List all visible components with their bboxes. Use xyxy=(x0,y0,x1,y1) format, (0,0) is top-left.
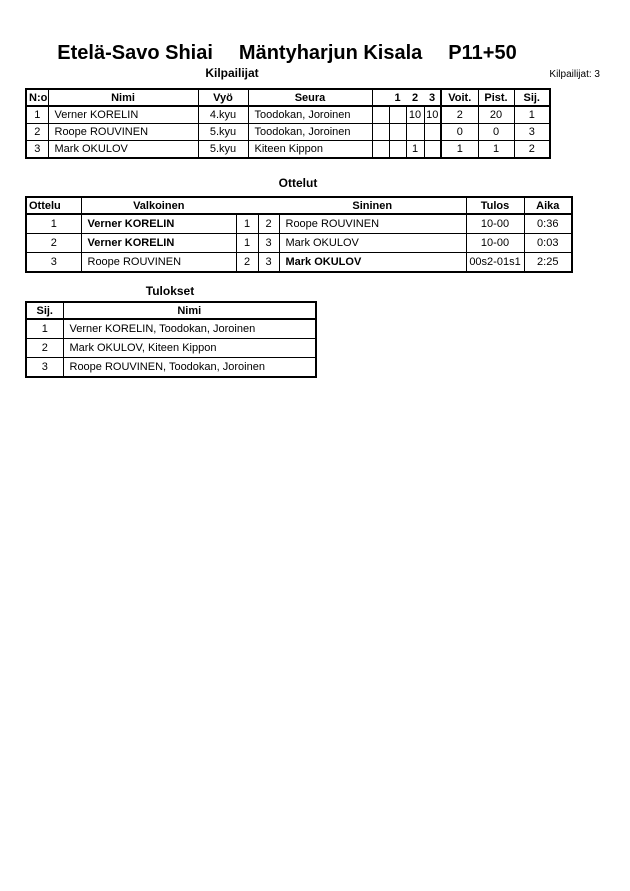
table-row xyxy=(26,339,316,358)
col-header-aika: Aika xyxy=(524,197,572,214)
cell-vyo: 5.kyu xyxy=(198,124,248,141)
cell-aika: 0:03 xyxy=(524,234,572,253)
table-row xyxy=(26,106,550,124)
cell-pist: 1 xyxy=(478,141,514,159)
cell-aika: 2:25 xyxy=(524,253,572,273)
col-header-vyo: Vyö xyxy=(198,89,248,106)
cell-round-3 xyxy=(424,124,441,141)
col-header-round-2: 2 xyxy=(406,89,424,106)
cell-round-blank xyxy=(372,106,389,124)
cell-round-3: 10 xyxy=(424,106,441,124)
white-name: Verner KORELIN xyxy=(87,237,175,249)
cell-white-name xyxy=(81,214,236,234)
cell-seura: Kiteen Kippon xyxy=(248,141,372,159)
cell-no: 2 xyxy=(26,124,48,141)
cell-sij: 3 xyxy=(514,124,550,141)
table-row xyxy=(26,358,316,378)
cell-blue-num: 2 xyxy=(258,214,279,234)
cell-nimi: Verner KORELIN, Toodokan, Joroinen xyxy=(63,319,316,339)
cell-match-no: 3 xyxy=(26,253,81,273)
col-header-no: N:o xyxy=(26,89,48,106)
cell-nimi: Mark OKULOV xyxy=(48,141,198,159)
col-header-ottelu: Ottelu xyxy=(26,197,81,214)
table-row xyxy=(26,234,572,253)
title-event: Etelä-Savo Shiai xyxy=(57,42,213,64)
col-header-voit: Voit. xyxy=(441,89,478,106)
table-row xyxy=(26,124,550,141)
cell-blue-num: 3 xyxy=(258,234,279,253)
cell-aika: 0:36 xyxy=(524,214,572,234)
cell-white-num: 2 xyxy=(236,253,258,273)
cell-voit: 0 xyxy=(441,124,478,141)
cell-sij: 2 xyxy=(514,141,550,159)
cell-white-num: 1 xyxy=(236,214,258,234)
cell-pist: 20 xyxy=(478,106,514,124)
white-name: Roope ROUVINEN xyxy=(87,256,182,268)
cell-blue-num: 3 xyxy=(258,253,279,273)
cell-seura: Toodokan, Joroinen xyxy=(248,124,372,141)
table-row xyxy=(26,141,550,159)
cell-white-name xyxy=(81,234,236,253)
cell-nimi: Verner KORELIN xyxy=(48,106,198,124)
col-header-nimi: Nimi xyxy=(63,302,316,319)
table-row xyxy=(26,214,572,234)
col-header-sij: Sij. xyxy=(26,302,63,319)
col-header-round-blank xyxy=(372,89,389,106)
white-name: Verner KORELIN xyxy=(87,218,175,230)
blue-name: Mark OKULOV xyxy=(285,256,362,268)
cell-voit: 2 xyxy=(441,106,478,124)
cell-blue-name xyxy=(279,214,466,234)
cell-white-num: 1 xyxy=(236,234,258,253)
col-header-pist: Pist. xyxy=(478,89,514,106)
table-row xyxy=(26,319,316,339)
col-header-sij: Sij. xyxy=(514,89,550,106)
blue-name: Mark OKULOV xyxy=(285,237,359,249)
cell-blue-name xyxy=(279,234,466,253)
blue-name: Roope ROUVINEN xyxy=(285,218,380,230)
col-header-white-num xyxy=(236,197,258,214)
tulokset-header-row xyxy=(26,302,316,319)
cell-vyo: 4.kyu xyxy=(198,106,248,124)
cell-round-1 xyxy=(389,141,406,159)
cell-pist: 0 xyxy=(478,124,514,141)
cell-blue-name xyxy=(279,253,466,273)
ottelut-heading: Ottelut xyxy=(278,176,318,190)
cell-round-blank xyxy=(372,141,389,159)
col-header-tulos: Tulos xyxy=(466,197,524,214)
col-header-blue-num xyxy=(258,197,279,214)
col-header-nimi: Nimi xyxy=(48,89,198,106)
col-header-sininen: Sininen xyxy=(279,197,466,214)
cell-no: 1 xyxy=(26,106,48,124)
kilpailijat-heading: Kilpailijat xyxy=(205,66,259,80)
col-header-round-3: 3 xyxy=(424,89,441,106)
ottelut-header-row xyxy=(26,197,572,214)
cell-nimi: Mark OKULOV, Kiteen Kippon xyxy=(63,339,316,358)
cell-voit: 1 xyxy=(441,141,478,159)
cell-match-no: 2 xyxy=(26,234,81,253)
kilpailijat-table xyxy=(25,88,551,159)
cell-sij: 1 xyxy=(514,106,550,124)
cell-nimi: Roope ROUVINEN xyxy=(48,124,198,141)
cell-nimi: Roope ROUVINEN, Toodokan, Joroinen xyxy=(63,358,316,378)
kilpailijat-header-row xyxy=(26,89,550,106)
tulokset-table xyxy=(25,301,317,378)
col-header-round-1: 1 xyxy=(389,89,406,106)
cell-round-2: 1 xyxy=(406,141,424,159)
cell-round-2: 10 xyxy=(406,106,424,124)
cell-sij: 1 xyxy=(26,319,63,339)
cell-tulos: 10-00 xyxy=(466,234,524,253)
ottelut-table xyxy=(25,196,573,273)
cell-sij: 3 xyxy=(26,358,63,378)
cell-round-3 xyxy=(424,141,441,159)
cell-seura: Toodokan, Joroinen xyxy=(248,106,372,124)
cell-round-2 xyxy=(406,124,424,141)
cell-white-name xyxy=(81,253,236,273)
tulokset-heading: Tulokset xyxy=(145,284,195,298)
cell-sij: 2 xyxy=(26,339,63,358)
col-header-seura: Seura xyxy=(248,89,372,106)
title-category: P11+50 xyxy=(448,42,517,64)
cell-no: 3 xyxy=(26,141,48,159)
cell-tulos: 10-00 xyxy=(466,214,524,234)
col-header-valkoinen: Valkoinen xyxy=(81,197,236,214)
cell-round-1 xyxy=(389,106,406,124)
title-venue: Mäntyharjun Kisala xyxy=(238,42,423,64)
cell-round-blank xyxy=(372,124,389,141)
page-title xyxy=(25,42,549,65)
competitor-count: Kilpailijat: 3 xyxy=(549,69,600,80)
table-row xyxy=(26,253,572,273)
cell-vyo: 5.kyu xyxy=(198,141,248,159)
cell-match-no: 1 xyxy=(26,214,81,234)
cell-round-1 xyxy=(389,124,406,141)
cell-tulos: 00s2-01s1 xyxy=(466,253,524,273)
